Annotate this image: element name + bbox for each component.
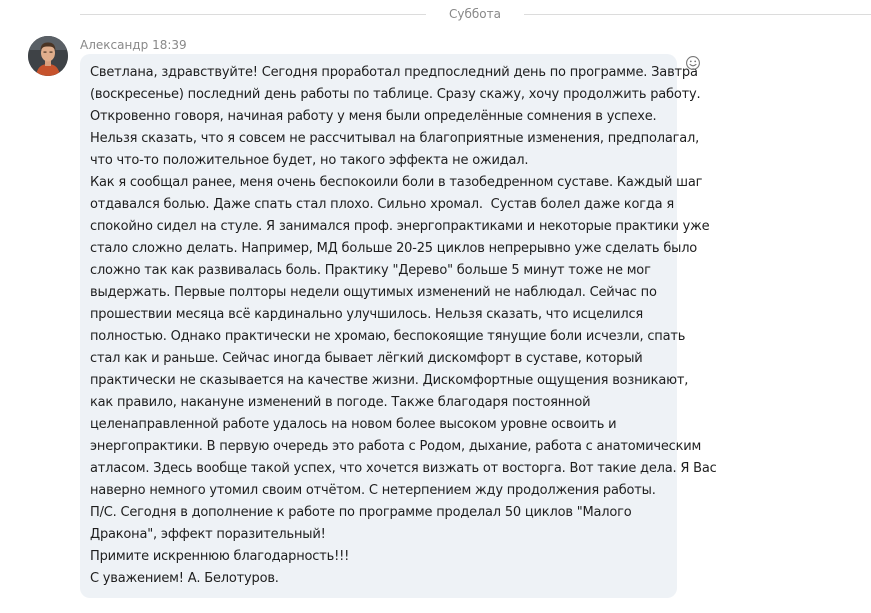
message-line: Светлана, здравствуйте! Сегодня проработал предпоследний день по программе. Завтра xyxy=(90,65,698,80)
date-divider xyxy=(80,6,871,22)
message-line: С уважением! А. Белотуров. xyxy=(90,571,279,586)
message-line: спокойно сидел на стуле. Я занимался проф. энергопрактиками и некоторые практики уже xyxy=(90,219,710,234)
message-line: (воскресенье) последний день работы по таблице. Сразу скажу, хочу продолжить работу. xyxy=(90,87,701,102)
message-time: 18:39 xyxy=(152,38,187,52)
message-line: практически не сказывается на качестве жизни. Дискомфортные ощущения возникают, xyxy=(90,373,689,388)
message-line: энергопрактики. В первую очередь это работа с Родом, дыхание, работа с анатомическим xyxy=(90,439,702,454)
message-line: наверно немного утомил своим отчётом. С нетерпением жду продолжения работы. xyxy=(90,483,656,498)
message-line: отдавался болью. Даже спать стал плохо. Сильно хромал. Сустав болел даже когда я xyxy=(90,197,674,212)
smiley-face-icon-glyph xyxy=(685,55,701,71)
message-line: сложно так как развивалась боль. Практику "Дерево" больше 5 минут тоже не мог xyxy=(90,263,651,278)
message-line: Как я сообщал ранее, меня очень беспокоили боли в тазобедренном суставе. Каждый шаг xyxy=(90,175,703,190)
message-line: Дракона", эффект поразительный! xyxy=(90,527,326,542)
message-line: выдержать. Первые полторы недели ощутимых изменений не наблюдал. Сейчас по xyxy=(90,285,657,300)
divider-line-right xyxy=(524,14,871,15)
message-line: как правило, накануне изменений в погоде. Также благодаря постоянной xyxy=(90,395,591,410)
message-line: Откровенно говоря, начиная работу у меня были определённые сомнения в успехе. xyxy=(90,109,657,124)
sender-name[interactable]: Александр xyxy=(80,38,149,52)
message-line: атласом. Здесь вообще такой успех, что хочется визжать от восторга. Вот такие дела. Я Вас xyxy=(90,461,717,476)
message-line: полностью. Однако практически не хромаю, беспокоящие тянущие боли исчезли, спать xyxy=(90,329,686,344)
message-line: стало сложно делать. Например, МД больше 20-25 циклов непрерывно уже сделать было xyxy=(90,241,698,256)
message-line: стал как и раньше. Сейчас иногда бывает лёгкий дискомфорт в суставе, который xyxy=(90,351,643,366)
message-line: Примите искреннюю благодарность!!! xyxy=(90,549,350,564)
message-line: прошествии месяца всё кардинально улучшилось. Нельзя сказать, что исцелился xyxy=(90,307,644,322)
message-line: что что-то положительное будет, но такого эффекта не ожидал. xyxy=(90,153,529,168)
avatar[interactable] xyxy=(28,36,68,76)
message-bubble xyxy=(80,54,717,598)
smiley-face-icon[interactable] xyxy=(685,55,701,71)
message-line: Нельзя сказать, что я совсем не рассчитывал на благоприятные изменения, предполагал, xyxy=(90,131,700,146)
divider-line-left xyxy=(80,14,426,15)
avatar-photo xyxy=(28,36,68,76)
message-line: целенаправленной работе удалось на новом более высоком уровне освоить и xyxy=(90,417,617,432)
message-header xyxy=(80,37,187,53)
date-divider-label: Суббота xyxy=(449,7,501,21)
message-line: П/С. Сегодня в дополнение к работе по программе проделал 50 циклов "Малого xyxy=(90,505,632,520)
